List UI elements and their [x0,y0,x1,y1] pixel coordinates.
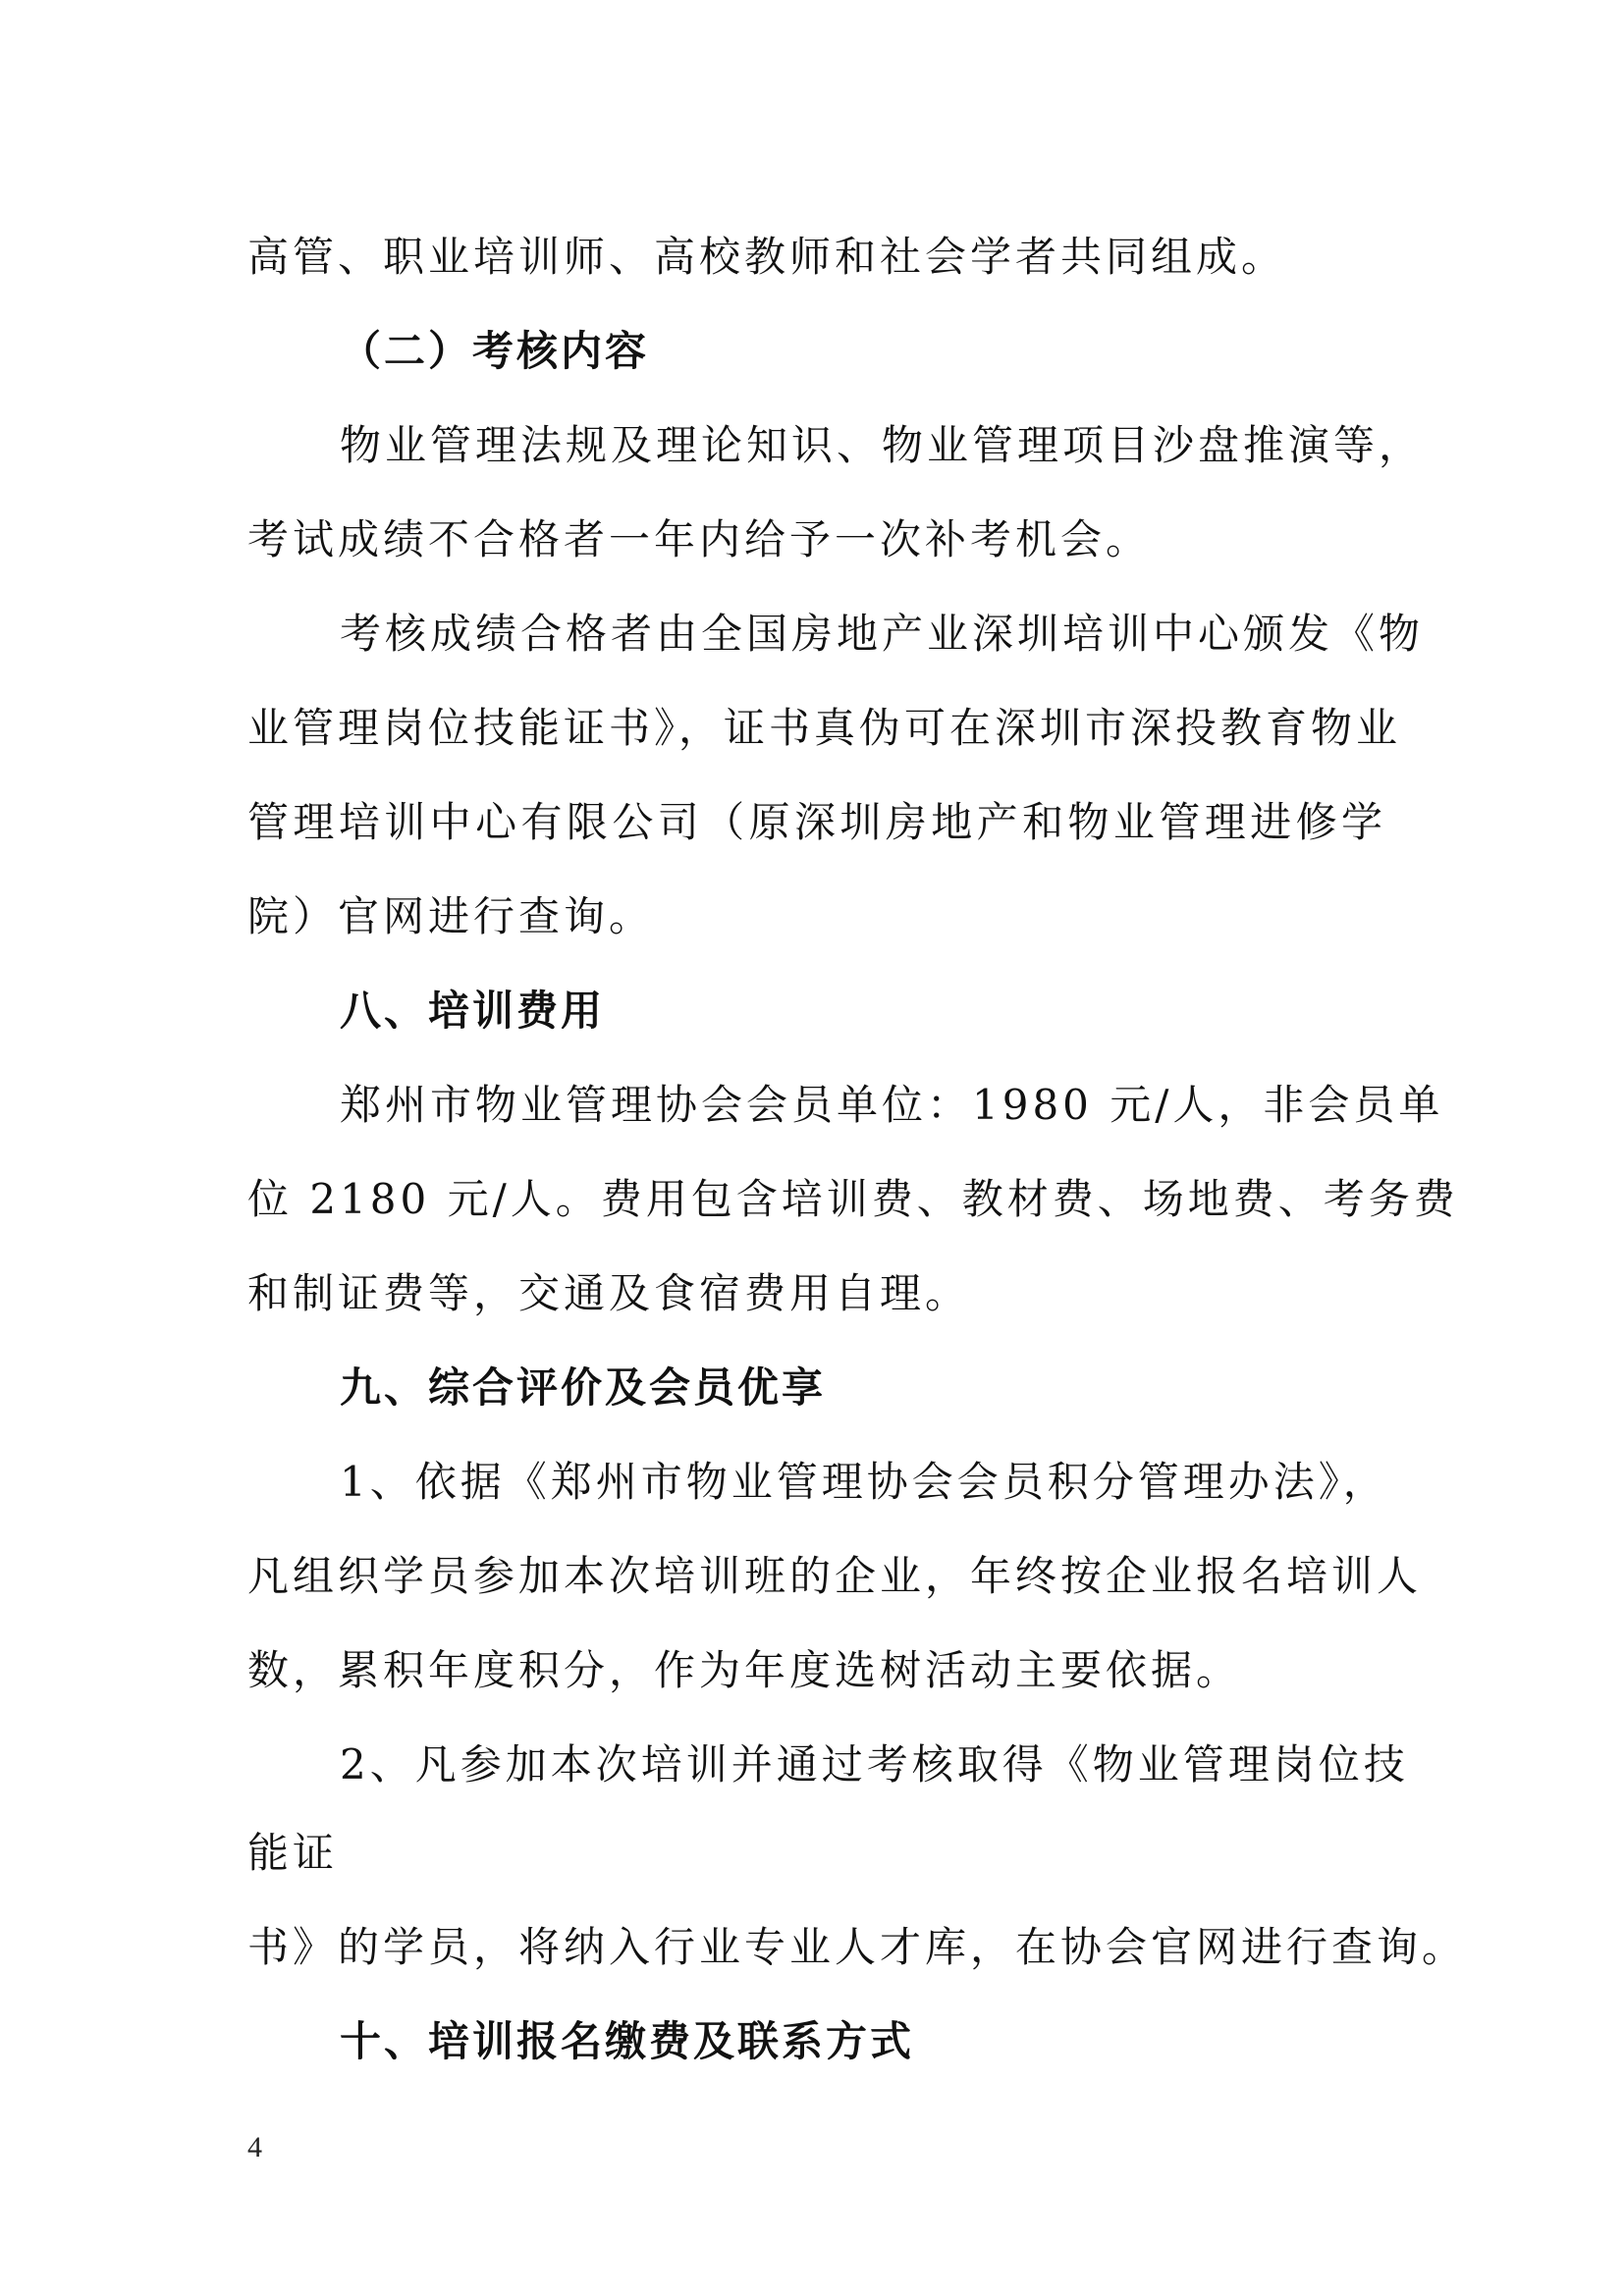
page-number: 4 [247,2131,262,2163]
paragraph-line: 郑州市物业管理协会会员单位：1980 元/人，非会员单 [340,1081,1444,1129]
section-heading-registration-contact: 十、培训报名缴费及联系方式 [340,2017,915,2065]
paragraph-line: 凡组织学员参加本次培训班的企业，年终按企业报名培训人 [247,1552,1423,1600]
paragraph-line: 和制证费等，交通及食宿费用自理。 [247,1269,971,1317]
paragraph-line: 书》的学员，将纳入行业专业人才库，在协会官网进行查询。 [247,1923,1468,1971]
paragraph-line: 考试成绩不合格者一年内给予一次补考机会。 [247,515,1152,563]
paragraph-line: 业管理岗位技能证书》，证书真伪可在深圳市深投教育物业 [247,704,1402,752]
paragraph-line: 2、凡参加本次培训并通过考核取得《物业管理岗位技 [340,1740,1409,1789]
section-heading-training-fees: 八、培训费用 [340,987,606,1035]
paragraph-line: 能证 [247,1829,339,1877]
section-heading-evaluation-benefits: 九、综合评价及会员优享 [340,1363,827,1412]
paragraph-line: 数，累积年度积分，作为年度选树活动主要依据。 [247,1646,1242,1694]
paragraph-line: 院）官网进行查询。 [247,892,655,940]
paragraph-line: 1、依据《郑州市物业管理协会会员积分管理办法》， [340,1458,1388,1506]
section-heading-assessment-content: （二）考核内容 [340,327,650,375]
paragraph-line: 物业管理法规及理论知识、物业管理项目沙盘推演等， [340,421,1425,469]
paragraph-line: 管理培训中心有限公司（原深圳房地产和物业管理进修学 [247,798,1386,846]
paragraph-line: 位 2180 元/人。费用包含培训费、教材费、场地费、考务费 [247,1175,1459,1223]
paragraph-line: 考核成绩合格者由全国房地产业深圳培训中心颁发《物 [340,610,1425,658]
paragraph-line: 高管、职业培训师、高校教师和社会学者共同组成。 [247,233,1287,281]
